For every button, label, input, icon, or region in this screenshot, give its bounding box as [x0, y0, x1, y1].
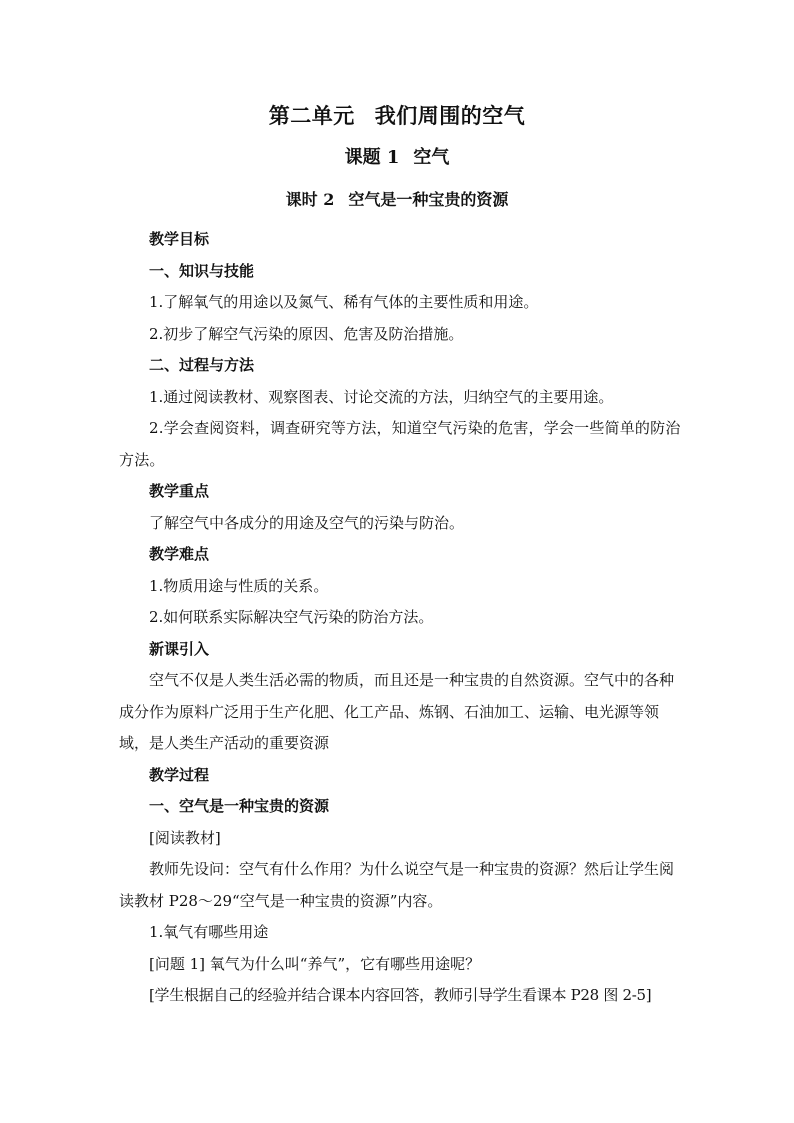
goals-heading: 教学目标: [149, 230, 210, 248]
section1-item-2: 2.初步了解空气污染的原因、危害及防治措施。: [149, 324, 464, 343]
difficulty-item-2: 2.如何联系实际解决空气污染的防治方法。: [149, 608, 434, 626]
intro-heading: 新课引入: [149, 639, 210, 658]
lesson-title: [0, 187, 794, 210]
question-1: [问题 1] 氧气为什么叫“养气”，它有哪些用途呢？: [149, 954, 481, 973]
teacher-text: 教师先设问：空气有什么作用？为什么说空气是一种宝贵的资源？然后让学生阅读教材 P28～29“空气是一种宝贵的资源”内容。: [119, 860, 675, 910]
process-heading: 教学过程: [149, 765, 210, 784]
difficulty-heading: 教学难点: [149, 545, 210, 563]
section2-heading: 二、过程与方法: [149, 356, 255, 374]
intro-text: 空气不仅是人类生活必需的物质，而且还是一种宝贵的自然资源。空气中的各种成分作为原料广泛用于生产化肥、化工产品、炼钢、石油加工、运输、电光源等领域，是人类生产活动的重要资源: [119, 671, 675, 752]
document-body: [119, 224, 681, 1012]
process-section1-heading: 一、空气是一种宝贵的资源: [149, 797, 330, 815]
oxygen-heading: 1.氧气有哪些用途: [149, 923, 269, 941]
unit-name: 我们周围的空气: [374, 103, 526, 128]
section2-item-1: 1.通过阅读教材、观察图表、讨论交流的方法，归纳空气的主要用途。: [149, 387, 614, 406]
student-answer: [学生根据自己的经验并结合课本内容回答，教师引导学生看课本 P28 图 2-5]: [149, 986, 652, 1004]
reading-label: [阅读教材]: [149, 828, 221, 847]
unit-title: [0, 100, 794, 130]
focus-heading: 教学重点: [149, 482, 210, 500]
unit-number: 第二单元: [268, 103, 355, 128]
section2-item-2: 2.学会查阅资料，调查研究等方法，知道空气污染的危害，学会一些简单的防治方法。: [119, 419, 681, 469]
focus-text: 了解空气中各成分的用途及空气的污染与防治。: [149, 513, 465, 532]
section1-item-1: 1.了解氧气的用途以及氮气、稀有气体的主要性质和用途。: [149, 293, 539, 311]
section1-heading: 一、知识与技能: [149, 261, 255, 280]
lesson-number: 课时 2: [285, 190, 335, 209]
topic-name: 空气: [413, 147, 450, 168]
difficulty-item-1: 1.物质用途与性质的关系。: [149, 576, 329, 595]
topic-number: 课题 1: [344, 147, 400, 168]
topic-title: [0, 143, 794, 169]
lesson-name: 空气是一种宝贵的资源: [348, 190, 509, 209]
